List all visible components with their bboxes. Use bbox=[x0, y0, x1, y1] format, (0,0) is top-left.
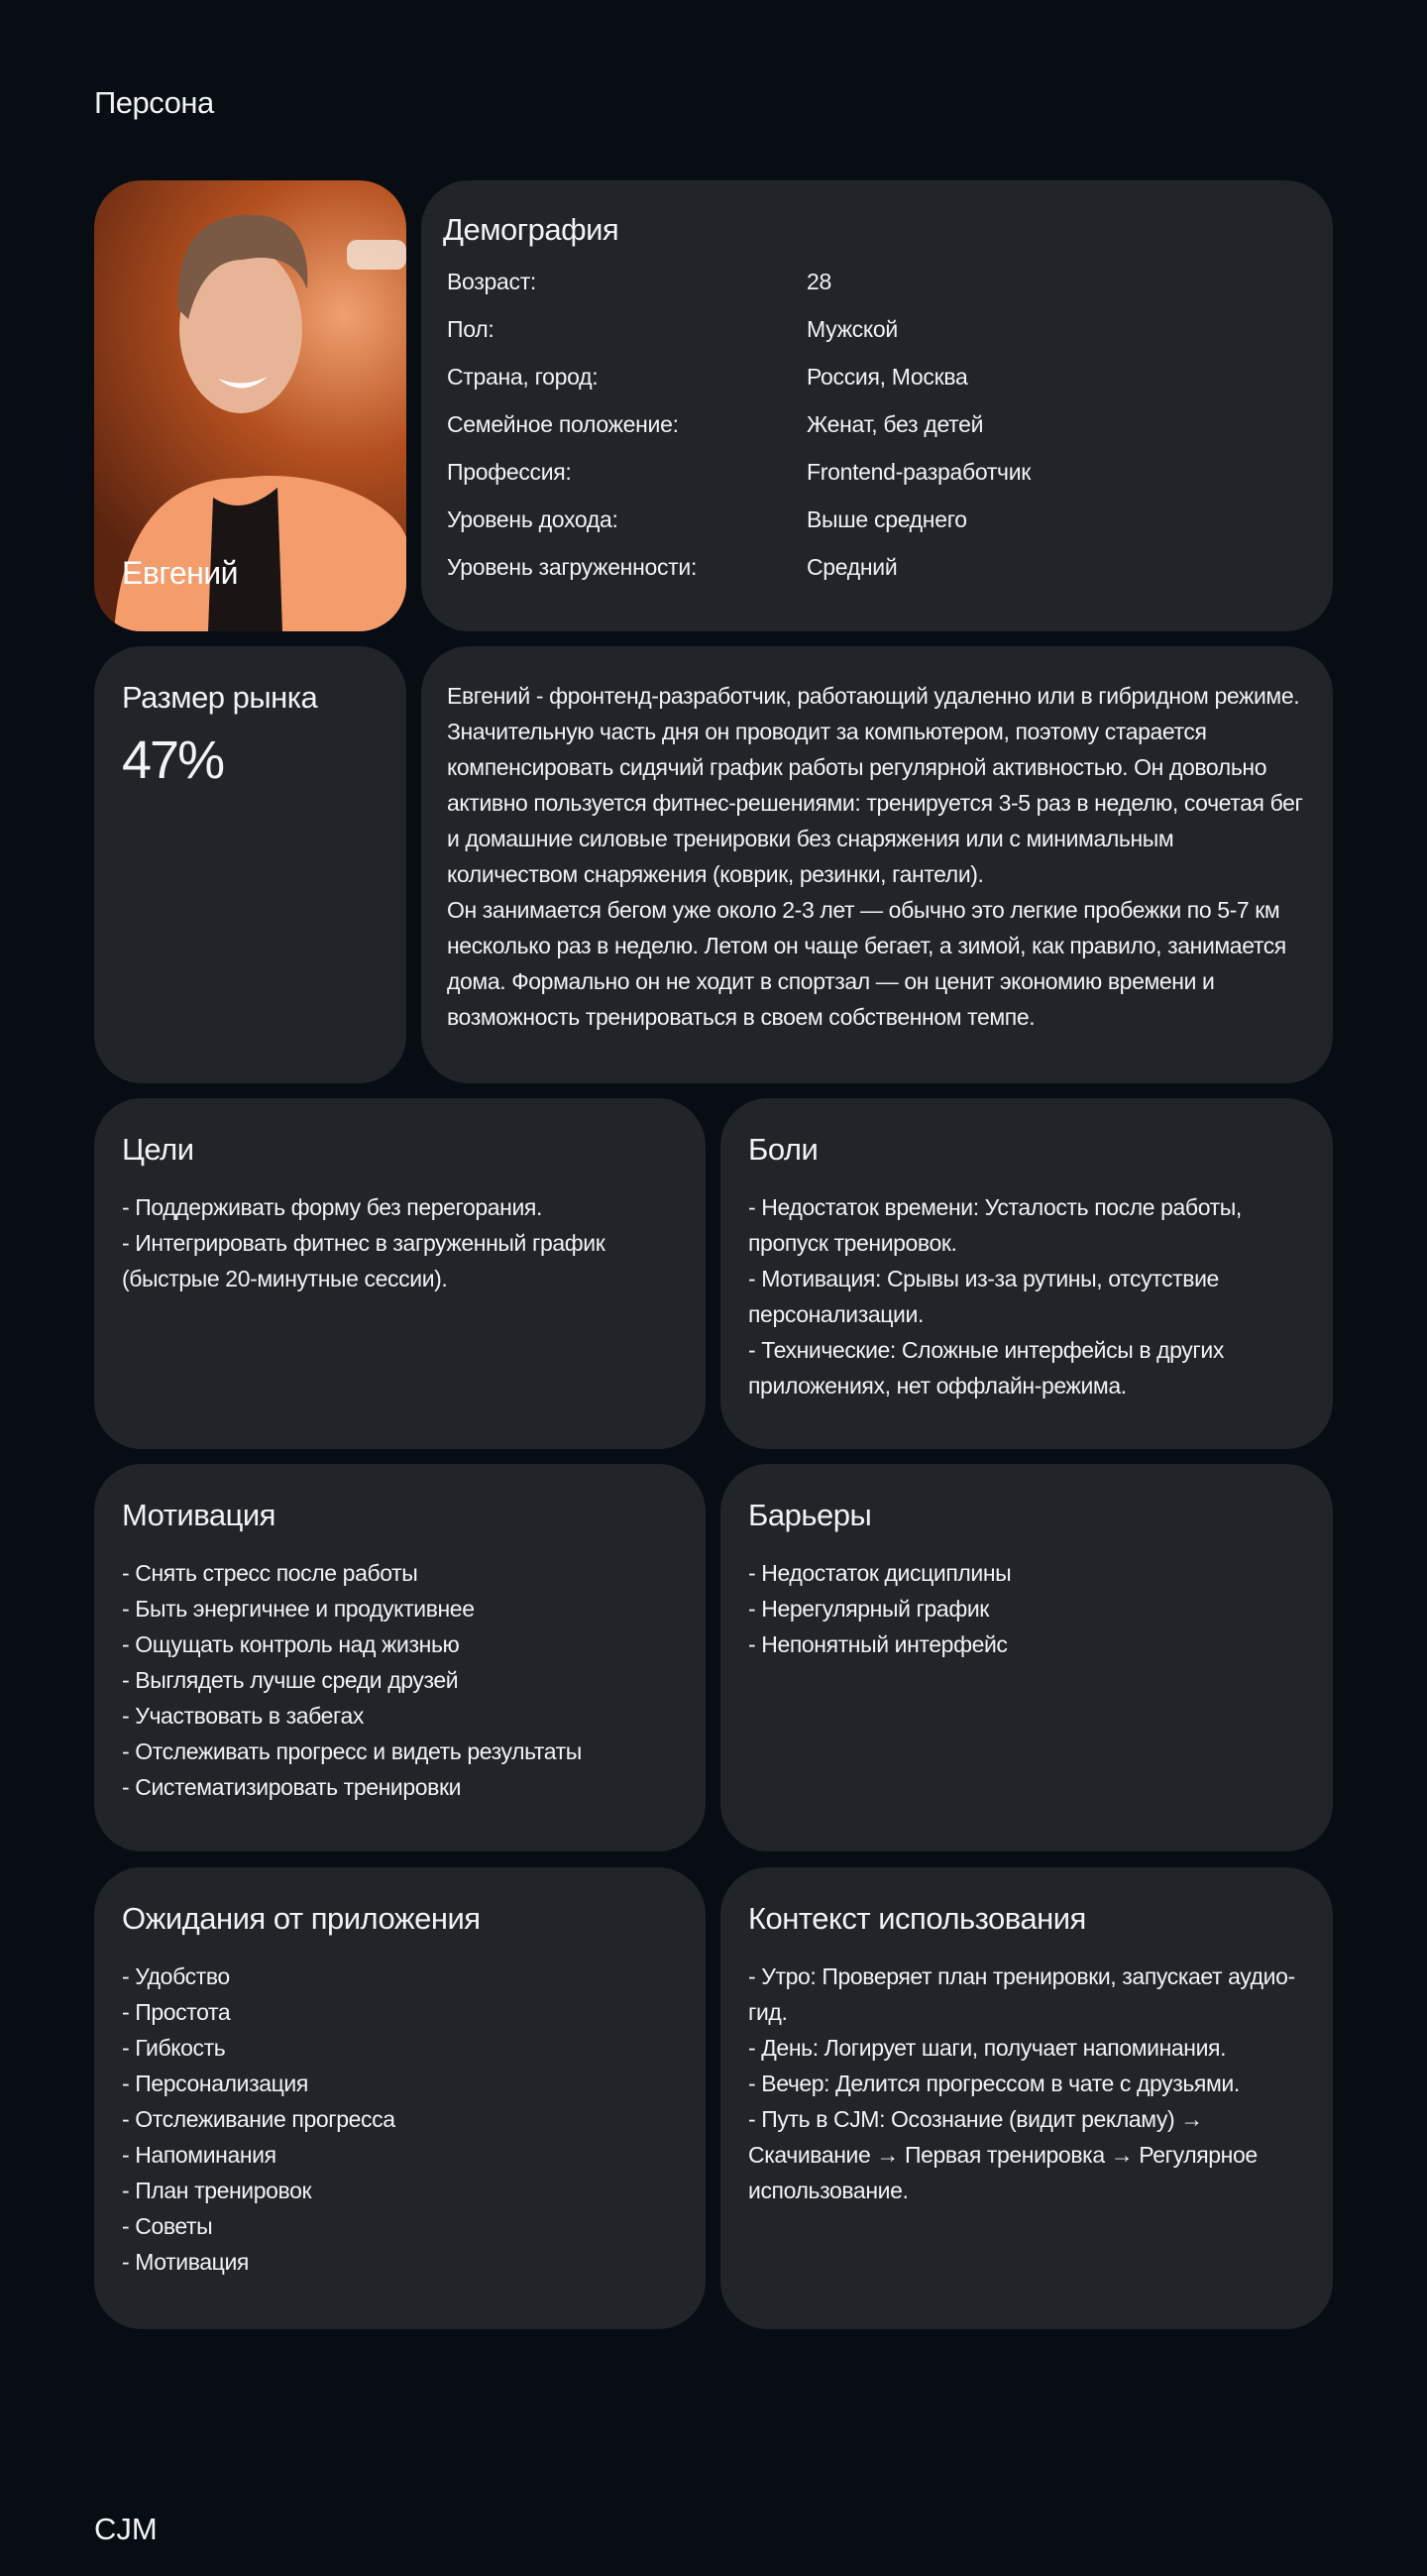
persona-photo-card bbox=[94, 180, 406, 631]
demographics-value: Frontend-разработчик bbox=[807, 458, 1032, 485]
demographics-value: Мужской bbox=[807, 315, 898, 342]
market-size-value: 47% bbox=[122, 730, 224, 790]
demographics-label: Профессия: bbox=[447, 458, 572, 485]
demographics-title: Демография bbox=[443, 212, 619, 247]
demographics-value: Средний bbox=[807, 553, 898, 580]
persona-name: Евгений bbox=[122, 555, 239, 591]
context-title: Контекст использования bbox=[748, 1901, 1086, 1936]
demographics-label: Пол: bbox=[447, 315, 494, 342]
context-card bbox=[720, 1867, 1333, 2329]
goals-title: Цели bbox=[122, 1132, 194, 1167]
description-card bbox=[421, 646, 1333, 1083]
cjm-section-title: CJM bbox=[94, 2512, 158, 2546]
demographics-label: Уровень дохода: bbox=[447, 505, 618, 532]
demographics-value: Женат, без детей bbox=[807, 410, 984, 437]
demographics-row bbox=[443, 543, 1311, 591]
demographics-label: Семейное положение: bbox=[447, 410, 679, 437]
pains-text: - Недостаток времени: Усталость после работы, пропуск тренировок. - Мотивация: Срывы из-за рутины, отсутствие персонализации. - Технические: Сложные интерфейсы в других приложениях, нет оффлайн-режима. bbox=[748, 1194, 1242, 1399]
expectations-text: - Удобство - Простота - Гибкость - Персонализация - Отслеживание прогресса - Напоминания - План тренировок - Советы - Мотивация bbox=[122, 1963, 395, 2275]
demographics-card bbox=[421, 180, 1333, 631]
expectations-title: Ожидания от приложения bbox=[122, 1901, 481, 1936]
demographics-row bbox=[443, 258, 1311, 305]
motivation-title: Мотивация bbox=[122, 1498, 275, 1532]
demographics-row bbox=[443, 496, 1311, 543]
demographics-value: Выше среднего bbox=[807, 505, 967, 532]
page-title: Персона bbox=[94, 85, 214, 120]
barriers-text: - Недостаток дисциплины - Нерегулярный график - Непонятный интерфейс bbox=[748, 1560, 1012, 1657]
motivation-card bbox=[94, 1464, 706, 1851]
demographics-row bbox=[443, 448, 1311, 496]
expectations-card bbox=[94, 1867, 706, 2329]
persona-description: Евгений - фронтенд-разработчик, работающий удаленно или в гибридном режиме. Значительную часть дня он проводит за компьютером, поэтому старается компенсировать сидячий график работы регулярной активностью. Он довольно активно пользуется фитнес-решениями: тренируется 3-5 раз в неделю, сочетая бег и домашние силовые тренировки без снаряжения или с минимальным количеством снаряжения (коврик, резинки, гантели). Он занимается бегом уже около 2-3 лет — обычно это легкие пробежки по 5-7 км несколько раз в неделю. Летом он чаще бегает, а зимой, как правило, занимается дома. Формально он не ходит в спортзал — он ценит экономию времени и возможность тренироваться в своем собственном темпе. bbox=[447, 683, 1303, 1030]
demographics-label: Возраст: bbox=[447, 268, 537, 294]
pains-card bbox=[720, 1098, 1333, 1449]
demographics-row bbox=[443, 400, 1311, 448]
demographics-row bbox=[443, 305, 1311, 353]
pains-title: Боли bbox=[748, 1132, 819, 1167]
demographics-label: Страна, город: bbox=[447, 363, 599, 390]
goals-text: - Поддерживать форму без перегорания. - Интегрировать фитнес в загруженный график (быстрые 20-минутные сессии). bbox=[122, 1194, 605, 1291]
motivation-text: - Снять стресс после работы - Быть энергичнее и продуктивнее - Ощущать контроль над жизнью - Выглядеть лучше среди друзей - Участвовать в забегах - Отслеживать прогресс и видеть результаты - Систематизировать тренировки bbox=[122, 1560, 582, 1800]
demographics-row bbox=[443, 353, 1311, 400]
context-text: - Утро: Проверяет план тренировки, запускает аудио-гид. - День: Логирует шаги, получает напоминания. - Вечер: Делится прогрессом в чате с друзьями. - Путь в CJM: Осознание (видит рекламу) → Скачивание → Первая тренировка → Регулярное использование. bbox=[748, 1963, 1295, 2203]
goals-card bbox=[94, 1098, 706, 1449]
demographics-value: 28 bbox=[807, 268, 831, 294]
demographics-label: Уровень загруженности: bbox=[447, 553, 698, 580]
market-size-title: Размер рынка bbox=[122, 680, 318, 715]
barriers-card bbox=[720, 1464, 1333, 1851]
market-size-card bbox=[94, 646, 406, 1083]
barriers-title: Барьеры bbox=[748, 1498, 872, 1532]
demographics-value: Россия, Москва bbox=[807, 363, 968, 390]
